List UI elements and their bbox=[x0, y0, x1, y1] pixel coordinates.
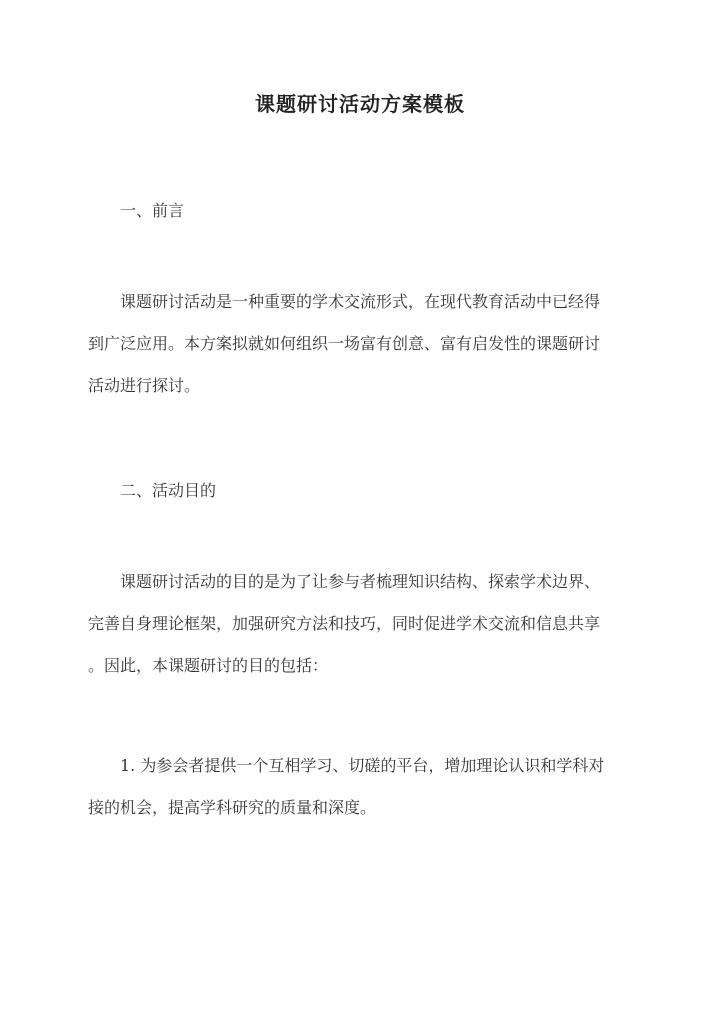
list-item-purpose-1 bbox=[88, 754, 636, 838]
paragraph-line: 。因此，本课题研讨的目的包括： bbox=[88, 656, 329, 675]
paragraph-line: 活动进行探讨。 bbox=[88, 376, 201, 395]
document-title: 课题研讨活动方案模板 bbox=[255, 92, 465, 116]
paragraph-line: 完善自身理论框架，加强研究方法和技巧，同时促进学术交流和信息共享 bbox=[88, 614, 601, 633]
paragraph-line: 课题研讨活动是一种重要的学术交流形式，在现代教育活动中已经得 bbox=[120, 292, 601, 311]
section-heading-purpose: 二、活动目的 bbox=[120, 481, 217, 500]
section-heading-preface: 一、前言 bbox=[120, 201, 185, 220]
paragraph-preface bbox=[88, 290, 636, 416]
paragraph-line: 到广泛应用。本方案拟就如何组织一场富有创意、富有启发性的课题研讨 bbox=[88, 334, 601, 353]
paragraph-line: 1. 为参会者提供一个互相学习、切磋的平台，增加理论认识和学科对 bbox=[120, 756, 605, 775]
paragraph-line: 接的机会，提高学科研究的质量和深度。 bbox=[88, 798, 377, 817]
paragraph-purpose bbox=[88, 570, 636, 696]
paragraph-line: 课题研讨活动的目的是为了让参与者梳理知识结构、探索学术边界、 bbox=[120, 572, 601, 591]
